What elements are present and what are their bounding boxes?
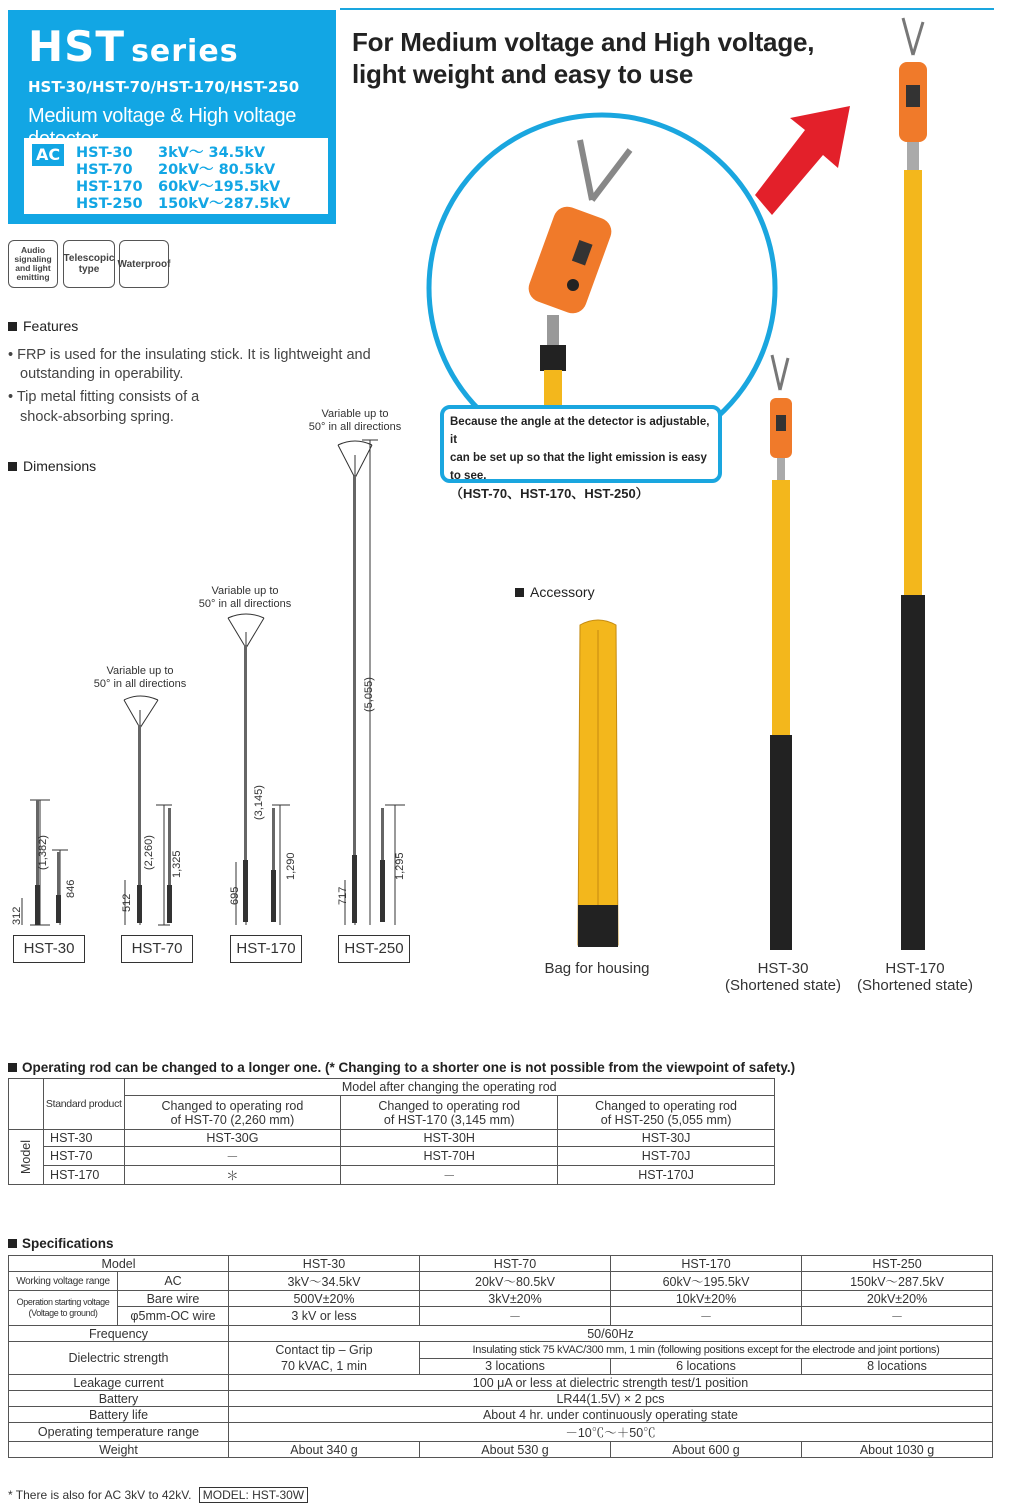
dim-extended: (5,055)	[363, 677, 375, 712]
dim-extended: (1,382)	[37, 835, 49, 870]
table-row: Frequency 50/60Hz	[9, 1326, 993, 1342]
table-row: Leakage current 100 μA or less at dielectric strength test/1 position	[9, 1375, 993, 1391]
series-title: HST series	[28, 22, 239, 71]
audio-light-badge: Audio signaling and light emitting	[8, 240, 58, 288]
dim-shortened: 1,290	[285, 852, 297, 880]
spec-table	[8, 1255, 993, 1458]
range-row: HST-30 3kV～ 34.5kV	[76, 145, 266, 161]
range-row: HST-250 150kV～287.5kV	[76, 196, 291, 212]
table-row: φ5mm-OC wire 3 kV or less － － －	[9, 1307, 993, 1326]
hst30-product-icon	[770, 355, 792, 950]
table-row: Dielectric strength Contact tip – Grip 70 kVAC, 1 min Insulating stick 75 kVAC/300 mm, 1 min (following positions except for the electrode and joint portions)	[9, 1342, 993, 1359]
table-row: Battery LR44(1.5V) × 2 pcs	[9, 1391, 993, 1407]
table-row: Model HST-30 HST-70 HST-170 HST-250	[9, 1256, 993, 1272]
range-row: HST-70 20kV～ 80.5kV	[76, 162, 276, 178]
bag-caption: Bag for housing	[544, 960, 650, 977]
table-row: Weight About 340 g About 530 g About 600 g About 1030 g	[9, 1442, 993, 1458]
telescopic-badge: Telescopic type	[63, 240, 115, 288]
waterproof-badge: Waterproof	[119, 240, 169, 288]
ac-badge: AC	[32, 144, 64, 166]
table-row: Operation starting voltage (Voltage to ground) Bare wire 500V±20% 3kV±20% 10kV±20% 20kV±20%	[9, 1291, 993, 1307]
footnote: * There is also for AC 3kV to 42kV. MODEL: HST-30W	[8, 1488, 308, 1502]
features-heading: Features	[8, 318, 78, 334]
table-row: HST-70 － HST-70H HST-70J	[9, 1147, 775, 1166]
table-row: Operating temperature range －10℃～＋50℃	[9, 1423, 993, 1442]
variable-note: Variable up to 50° in all directions	[93, 665, 187, 690]
dim-grip: 717	[337, 886, 349, 905]
product-caption: HST-30 (Shortened state)	[725, 960, 841, 994]
spec-table-title: Specifications	[8, 1236, 114, 1251]
dim-shortened: 1,295	[394, 852, 406, 880]
range-row: HST-170 60kV～195.5kV	[76, 179, 281, 195]
rod-table-title: Operating rod can be changed to a longer one. (* Changing to a shorter one is not possible from the viewpoint of safety.)	[8, 1060, 795, 1075]
housing-bag-icon	[578, 620, 618, 947]
feature-line: • FRP is used for the insulating stick. It is lightweight and	[8, 347, 371, 363]
dim-grip: 512	[121, 893, 133, 912]
dim-shortened: 1,325	[171, 850, 183, 878]
footnote-model: MODEL: HST-30W	[199, 1487, 308, 1503]
series-subtitle: Medium voltage & High voltage	[28, 105, 297, 127]
dim-shortened: 846	[65, 879, 77, 898]
product-caption: HST-170 (Shortened state)	[857, 960, 973, 994]
dim-extended: (2,260)	[143, 835, 155, 870]
feature-line: shock-absorbing spring.	[20, 409, 174, 425]
headline: For Medium voltage and High voltage, light weight and easy to use	[352, 27, 815, 89]
variable-note: Variable up to 50° in all directions	[308, 408, 402, 433]
variable-note: Variable up to 50° in all directions	[198, 585, 292, 610]
model-label: HST-170	[230, 935, 302, 963]
dimension-drawing	[0, 0, 420, 1000]
red-arrow-icon	[755, 106, 850, 215]
rod-table: Standard product Model after changing the operating rod Changed to operating rod of HST-70 (2,260 mm) Changed to operating rod of HST-170 (3,145 mm) Changed to operating rod of HST-250 (5,055 mm) Model HST-30 HST-30G HST-30H HST-30J HST-70 － HST-70H HST-70J HST-170 ＊ － HST-170J	[8, 1078, 775, 1185]
dim-extended: (3,145)	[253, 785, 265, 820]
table-row: Battery life About 4 hr. under continuously operating state	[9, 1407, 993, 1423]
group-header: Model after changing the operating rod	[124, 1079, 774, 1096]
feature-line: • Tip metal fitting consists of a	[8, 389, 200, 405]
table-row: 3 locations 6 locations 8 locations	[9, 1358, 993, 1375]
feature-line: outstanding in operability.	[20, 366, 184, 382]
table-row: Working voltage range AC 3kV～34.5kV 20kV～80.5kV 60kV～195.5kV 150kV～287.5kV	[9, 1272, 993, 1291]
table-row: HST-170 ＊ － HST-170J	[9, 1166, 775, 1185]
model-label: HST-30	[13, 935, 85, 963]
standard-header: Standard product	[44, 1079, 124, 1130]
table-row: Model HST-30 HST-30G HST-30H HST-30J	[9, 1130, 775, 1147]
hst170-product-icon	[899, 18, 927, 950]
angle-callout: Because the angle at the detector is adjustable, it can be set up so that the light emission is easy to see. （HST-70、HST-170、HST-250）	[440, 405, 722, 483]
series-models: HST-30/HST-70/HST-170/HST-250	[28, 78, 300, 96]
dim-grip: 695	[229, 886, 241, 905]
accessory-heading: Accessory	[515, 584, 595, 600]
dimensions-heading: Dimensions	[8, 458, 96, 474]
dim-grip: 312	[11, 906, 23, 925]
model-label: HST-70	[121, 935, 193, 963]
model-label: HST-250	[338, 935, 410, 963]
